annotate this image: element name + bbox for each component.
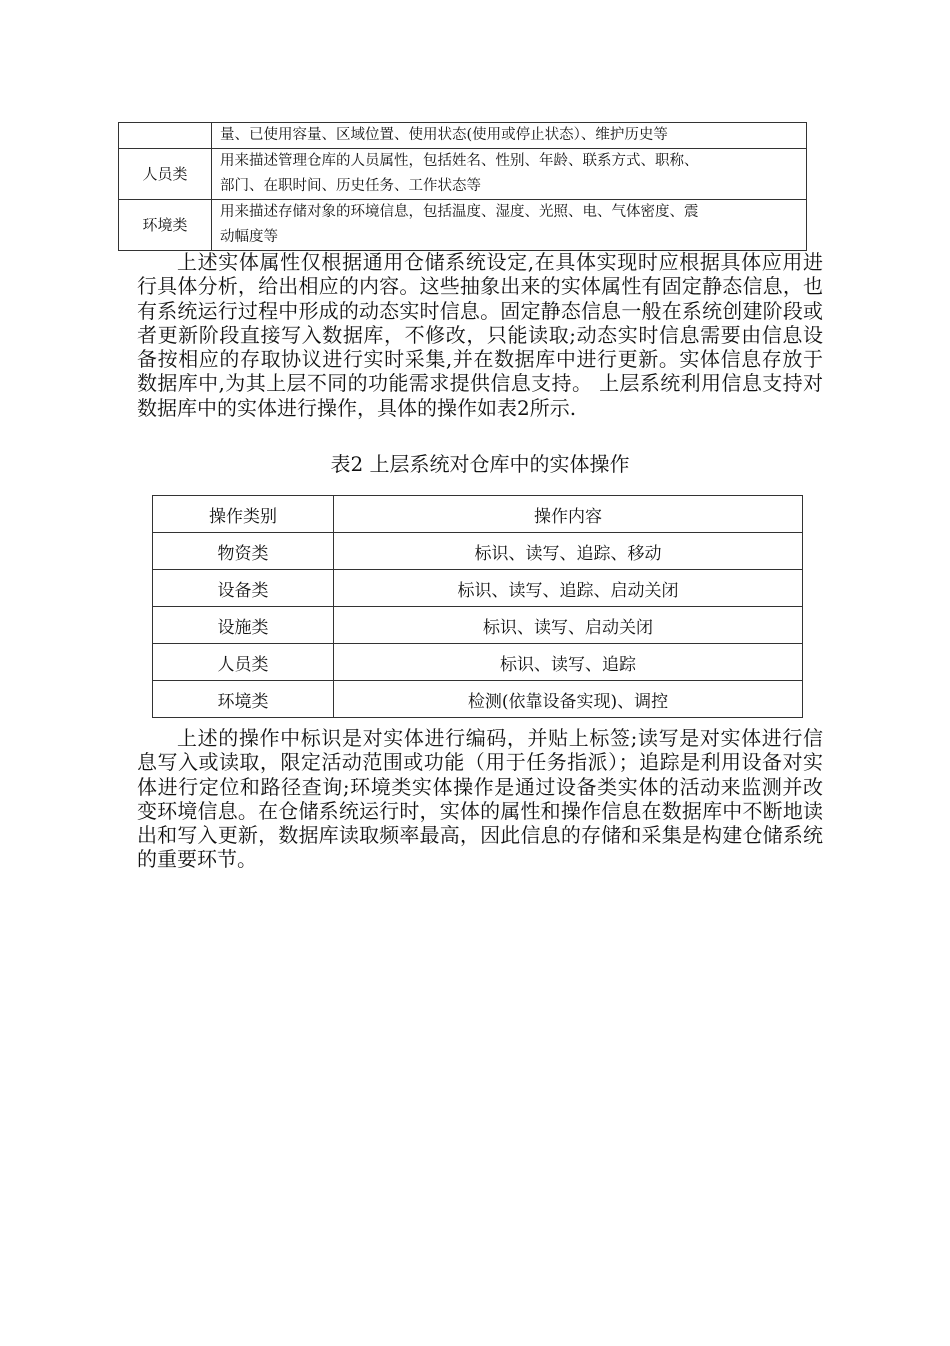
operation-content-cell: 标识、读写、追踪 <box>334 644 803 681</box>
table-row <box>119 149 807 200</box>
operation-content-cell: 标识、读写、启动关闭 <box>334 607 803 644</box>
table-row <box>153 607 803 644</box>
operation-content-cell: 检测(依靠设备实现)、调控 <box>334 681 803 718</box>
operation-content-cell: 标识、读写、追踪、移动 <box>334 533 803 570</box>
category-cell <box>119 123 212 149</box>
table-caption: 表2 上层系统对仓库中的实体操作 <box>330 452 630 476</box>
table-row <box>119 123 807 149</box>
description-cell <box>212 123 807 149</box>
table-row <box>119 200 807 251</box>
table-header-row <box>153 496 803 533</box>
operation-category-cell: 设备类 <box>153 570 334 607</box>
body-paragraph: 上述实体属性仅根据通用仓储系统设定,在具体实现时应根据具体应用进行具体分析，给出相应的内容。这些抽象出来的实体属性有固定静态信息，也有系统运行过程中形成的动态实时信息。固定静态信息一般在系统创建阶段或者更新阶段直接写入数据库，不修改，只能读取;动态实时信息需要由信息设备按相应的存取协议进行实时采集,并在数据库中进行更新。实体信息存放于数据库中,为其上层不同的功能需求提供信息支持。 上层系统利用信息支持对数据库中的实体进行操作，具体的操作如表2所示. <box>137 250 823 420</box>
entity-operation-table <box>152 495 803 718</box>
table-row <box>153 533 803 570</box>
description-cell <box>212 200 807 251</box>
description-line: 动幅度等 <box>220 229 278 245</box>
category-cell: 人员类 <box>119 149 212 200</box>
column-header: 操作类别 <box>153 496 334 533</box>
entity-attribute-table <box>118 122 807 251</box>
description-line: 部门、在职时间、历史任务、工作状态等 <box>220 178 481 194</box>
column-header: 操作内容 <box>334 496 803 533</box>
description-line: 用来描述存储对象的环境信息，包括温度、湿度、光照、电、气体密度、震 <box>220 204 699 220</box>
description-line: 用来描述管理仓库的人员属性，包括姓名、性别、年龄、联系方式、职称、 <box>220 153 699 169</box>
operation-category-cell: 设施类 <box>153 607 334 644</box>
category-cell: 环境类 <box>119 200 212 251</box>
table-row <box>153 644 803 681</box>
operation-category-cell: 环境类 <box>153 681 334 718</box>
operation-content-cell: 标识、读写、追踪、启动关闭 <box>334 570 803 607</box>
operation-category-cell: 人员类 <box>153 644 334 681</box>
table-row <box>153 570 803 607</box>
body-paragraph: 上述的操作中标识是对实体进行编码，并贴上标签;读写是对实体进行信息写入或读取，限定活动范围或功能（用于任务指派）；追踪是利用设备对实体进行定位和路径查询;环境类实体操作是通过设备类实体的活动来监测并改变环境信息。在仓储系统运行时，实体的属性和操作信息在数据库中不断地读出和写入更新，数据库读取频率最高，因此信息的存储和采集是构建仓储系统的重要环节。 <box>137 726 823 872</box>
table-row <box>153 681 803 718</box>
operation-category-cell: 物资类 <box>153 533 334 570</box>
description-line: 量、已使用容量、区域位置、使用状态(使用或停止状态）、维护历史等 <box>220 127 668 143</box>
description-cell <box>212 149 807 200</box>
